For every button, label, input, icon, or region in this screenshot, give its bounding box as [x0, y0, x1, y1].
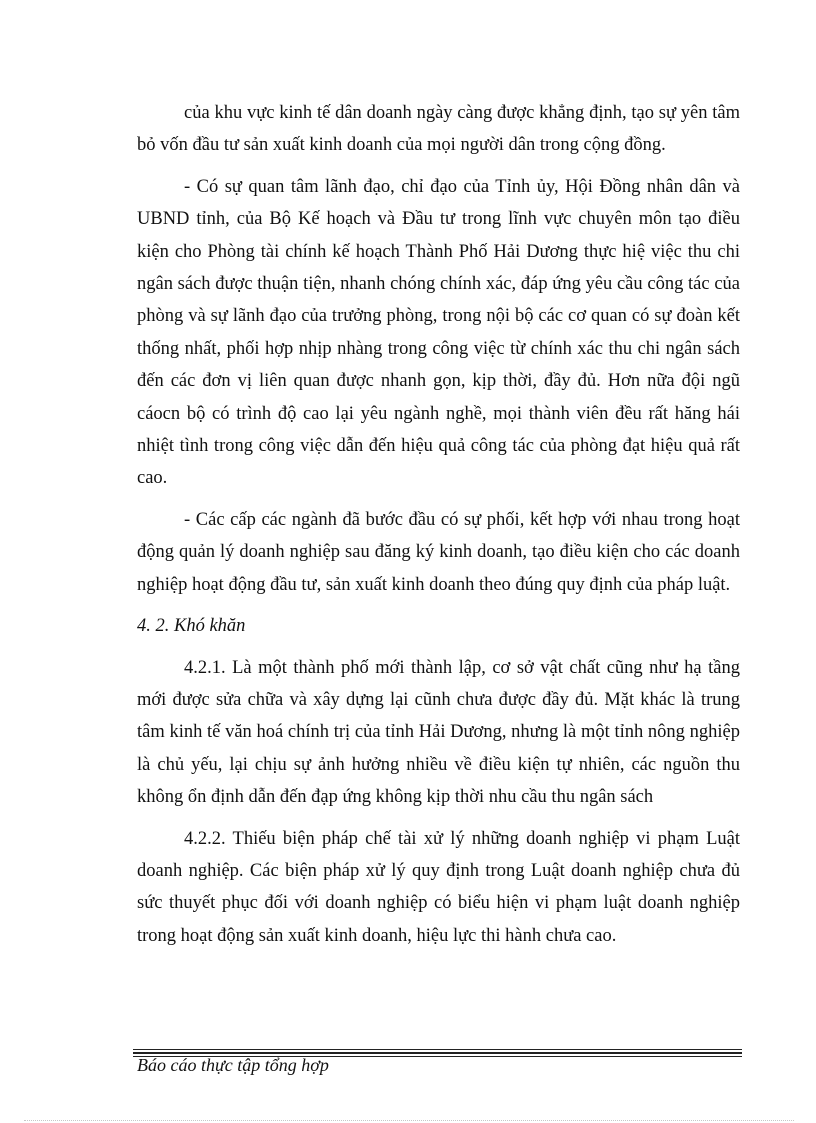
- paragraph: - Có sự quan tâm lãnh đạo, chỉ đạo của Tỉnh ủy, Hội Đồng nhân dân và UBND tỉnh, của Bộ Kế hoạch và Đầu tư trong lĩnh vực chuyên môn tạo điều kiện cho Phòng tài chính kế hoạch Thành Phố Hải Dương thực hiệ việc thu chi ngân sách được thuận tiện, nhanh chóng chính xác, đáp ứng yêu cầu công tác của phòng và sự lãnh đạo của trưởng phòng, trong nội bộ các cơ quan có sự đoàn kết thống nhất, phối hợp nhịp nhàng trong công việc từ chính xác thu chi ngân sách đến các đơn vị liên quan được nhanh gọn, kịp thời, đầy đủ. Hơn nữa đội ngũ cáocn bộ có trình độ cao lại yêu ngành nghề, mọi thành viên đều rất hăng hái nhiệt tình trong công việc dẫn đến hiệu quả công tác của phòng đạt hiệu quả rất cao.: [137, 176, 740, 489]
- footer-divider: [133, 1052, 742, 1054]
- section-heading: 4. 2. Khó khăn: [137, 616, 246, 637]
- page-edge: [24, 1120, 794, 1121]
- document-body: [137, 97, 740, 961]
- footer-divider: [133, 1049, 742, 1050]
- paragraph: của khu vực kinh tế dân doanh ngày càng được khẳng định, tạo sự yên tâm bỏ vốn đầu tư sản xuất kinh doanh của mọi người dân trong cộng đồng.: [137, 103, 740, 156]
- footer-title: Báo cáo thực tập tổng hợp: [137, 1055, 329, 1075]
- paragraph: 4.2.1. Là một thành phố mới thành lập, cơ sở vật chất cũng như hạ tầng mới được sửa chữa và xây dựng lại cũnh chưa được đầy đủ. Mặt khác là trung tâm kinh tế văn hoá chính trị của tỉnh Hải Dương, nhưng là một tỉnh nông nghiệp là chủ yếu, lại chịu sự ảnh hưởng nhiều về điều kiện tự nhiên, các nguồn thu không ổn định dẫn đến đạp ứng không kịp thời nhu cầu thu ngân sách: [137, 657, 740, 808]
- paragraph: - Các cấp các ngành đã bước đầu có sự phối, kết hợp với nhau trong hoạt động quản lý doanh nghiệp sau đăng ký kinh doanh, tạo điều kiện cho các doanh nghiệp hoạt động đầu tư, sản xuất kinh doanh theo đúng quy định của pháp luật.: [137, 509, 740, 595]
- paragraph: 4.2.2. Thiếu biện pháp chế tài xử lý những doanh nghiệp vi phạm Luật doanh nghiệp. Các biện pháp xử lý quy định trong Luật doanh nghiệp chưa đủ sức thuyết phục đối với doanh nghiệp có biểu hiện vi phạm luật doanh nghiệp trong hoạt động sản xuất kinh doanh, hiệu lực thi hành chưa cao.: [137, 828, 740, 946]
